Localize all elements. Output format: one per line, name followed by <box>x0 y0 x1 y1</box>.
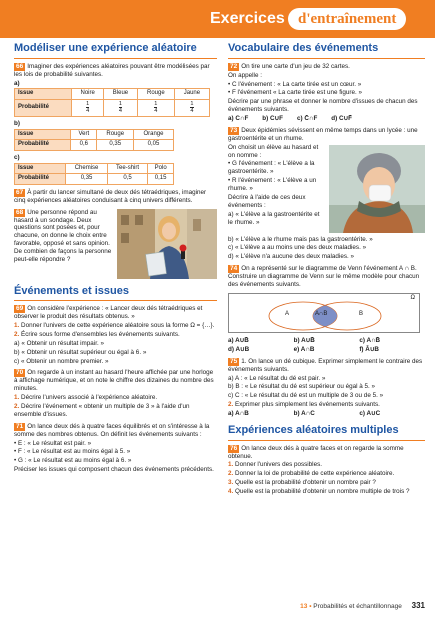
table-cell: 0,35 <box>97 140 134 151</box>
question-number: 3. <box>228 479 234 487</box>
photo-survey-woman <box>117 209 217 282</box>
venn-ab-label: A∩B <box>315 310 328 317</box>
table-cell: 0,35 <box>66 174 107 185</box>
answer-item: b) A∩C <box>293 409 315 417</box>
exercise-text: Imaginer des expériences aléatoires pouvant être modélisées par les lois de probabilité suivantes. <box>14 62 210 78</box>
sub-question: b) « Obtenir un résultat supérieur ou égal à 6. » <box>14 348 147 356</box>
table-cell: Bleue <box>104 89 138 100</box>
question-text: Exprimer plus simplement les événements suivants. <box>235 401 380 409</box>
section-title-experiences-multiples: Expériences aléatoires multiples <box>228 424 425 441</box>
exercise-text: Décrire par une phrase et donner le nombre d'issues de chacun des événements suivants. <box>228 98 418 114</box>
exercise-number: 67 <box>16 188 24 196</box>
table-cell: Rouge <box>97 129 134 140</box>
exercise-68 <box>14 209 217 281</box>
question-text: Donner l'univers des possibles. <box>235 461 322 469</box>
exercise-73 <box>228 127 425 261</box>
table-cell: 0,6 <box>71 140 97 151</box>
question-text: Décrire l'univers associé à l'expérience aléatoire. <box>21 394 158 402</box>
page-footer <box>300 601 425 611</box>
fraction: $\frac{1}{4}$ <box>86 101 90 115</box>
table-cell <box>137 99 174 116</box>
answer-item: a) C∩F <box>228 115 249 123</box>
section-title-evenements: Événements et issues <box>14 285 217 302</box>
table-cell: Noire <box>72 89 104 100</box>
exercise-text: Préciser les issues qui composent chacun des événements précédents. <box>14 466 214 474</box>
exercise-text: On a représenté sur le diagramme de Venn l'événement A ∩ B. Construire un diagramme de Venn sur le même modèle pour chacun des événements suivants. <box>228 265 420 289</box>
exercise-number: 73 <box>230 126 238 134</box>
table-cell: Jaune <box>174 89 209 100</box>
table-b-label: b) <box>14 119 20 127</box>
exercise-text: Deux épidémies sévissent en même temps dans un lycée : une gastroentérite et un rhume. <box>228 126 418 142</box>
right-column <box>228 42 425 500</box>
question-text: Quelle est la probabilité d'obtenir un nombre pair ? <box>235 479 376 487</box>
table-cell <box>104 99 138 116</box>
exercise-74 <box>228 265 425 353</box>
section-title-vocabulaire: Vocabulaire des événements <box>228 42 425 59</box>
exercise-number: 72 <box>230 62 238 70</box>
sub-question: d) « L'élève n'a aucune des deux maladies. » <box>228 253 354 261</box>
exercise-text: À partir du lancer simultané de deux dés tétraédriques, imaginer cinq expériences aléatoires conduisant à cinq univers différents. <box>14 188 207 204</box>
sub-question: c) « L'élève a au moins une des deux maladies. » <box>228 244 367 252</box>
question-number: 2. <box>228 401 234 409</box>
sub-question: a) « L'élève a la gastroentérite et le rhume. » <box>228 210 320 226</box>
footer-chapter-title: Probabilités et échantillonnage <box>313 603 402 610</box>
table-cell: Probabilité <box>15 174 66 185</box>
probability-table-a <box>14 88 210 117</box>
section-title-modeliser: Modéliser une expérience aléatoire <box>14 42 217 59</box>
table-cell <box>72 99 104 116</box>
event-definition: • C l'événement : « La carte tirée est un cœur. » <box>228 80 362 88</box>
table-cell: Polo <box>148 163 174 174</box>
probability-table-b <box>14 129 174 151</box>
fraction: $\frac{1}{4}$ <box>190 101 194 115</box>
exercise-72 <box>228 63 425 123</box>
answer-item: d) A∪B <box>228 345 250 353</box>
exercise-text: On regarde à un instant au hasard l'heure affichée par une horloge à affichage numérique, et on note le chiffre des dizaines du nombre des minutes. <box>14 369 214 393</box>
exercise-text: On choisit un élève au hasard et on nomme : <box>228 143 319 159</box>
exercise-number: 69 <box>16 305 24 313</box>
answer-item: c) A∩B̄ <box>359 336 381 344</box>
table-cell: Rouge <box>137 89 174 100</box>
event-definition: • F l'événement « La carte tirée est une figure. » <box>228 89 362 97</box>
exercise-text: On lance deux dés à quatre faces équilibrés et on s'intéresse à la somme des nombres obtenus. On définit les événements suivants : <box>14 422 210 438</box>
exercise-text: On appelle : <box>228 71 262 79</box>
question-number: 2. <box>14 403 20 411</box>
table-cell: Tee-shirt <box>107 163 148 174</box>
event-definition: • G : « Le résultat est au moins égal à 6. » <box>14 457 132 465</box>
event-definition: • E : « Le résultat est pair. » <box>14 439 92 447</box>
venn-omega-label: Ω <box>410 294 415 301</box>
fraction: $\frac{1}{4}$ <box>118 101 123 115</box>
question-number: 2. <box>14 331 20 339</box>
exercise-text: Décrire à l'aide de ces deux événements : <box>228 193 306 209</box>
photo-sneezing-woman <box>329 145 425 236</box>
question-number: 4. <box>228 487 234 495</box>
exercise-number: 68 <box>16 208 24 216</box>
exercise-text: 1. On lance un dé cubique. Exprimer simplement le contraire des événements suivants. <box>228 357 423 373</box>
page-header <box>0 0 435 38</box>
venn-a-label: A <box>285 310 290 317</box>
header-title: Exercices <box>210 10 285 27</box>
exercise-number: 76 <box>230 444 238 452</box>
sub-question: c) « Obtenir un nombre premier. » <box>14 357 109 365</box>
table-cell: 0,15 <box>148 174 174 185</box>
question-text: Quelle est la probabilité d'obtenir un nombre multiple de trois ? <box>235 487 410 495</box>
exercise-number: 66 <box>16 62 24 70</box>
sub-question: b) « L'élève a le rhume mais pas la gastroentérite. » <box>228 235 373 243</box>
page-number: 331 <box>411 601 425 610</box>
header-pill: d'entraînement <box>288 8 406 30</box>
table-a-label: a) <box>14 79 20 87</box>
exercise-number: 70 <box>16 369 24 377</box>
exercise-number: 74 <box>230 265 238 273</box>
venn-diagram <box>228 293 420 333</box>
table-cell: 0,05 <box>133 140 173 151</box>
table-cell: Probabilité <box>15 99 72 116</box>
exercise-71 <box>14 423 217 474</box>
event-definition: • G l'événement : « L'élève a la gastroentérite. » <box>228 160 315 176</box>
answer-row <box>228 115 425 123</box>
exercise-text: On tire une carte d'un jeu de 32 cartes. <box>241 62 350 70</box>
question-text: Décrire l'événement « obtenir un multiple de 3 » à l'aide d'un ensemble d'issues. <box>14 403 190 418</box>
table-c-label: c) <box>14 153 20 161</box>
exercise-75 <box>228 358 425 418</box>
table-cell: Probabilité <box>15 140 71 151</box>
question-number: 1. <box>14 322 20 330</box>
answer-item: a) A∩B <box>228 409 249 417</box>
fraction: $\frac{1}{4}$ <box>154 101 158 115</box>
venn-b-label: B <box>359 310 364 317</box>
table-cell <box>174 99 209 116</box>
answer-item: e) A∩B <box>293 345 315 353</box>
table-cell: Issue <box>15 129 71 140</box>
answer-item: c) A∪C <box>359 409 381 417</box>
exercise-70 <box>14 369 217 418</box>
question-number: 2. <box>228 470 234 478</box>
answer-grid <box>228 337 425 354</box>
answer-item: d) C∪F̄ <box>331 115 352 123</box>
probability-table-c <box>14 163 174 185</box>
exercise-69 <box>14 305 217 365</box>
exercise-text: Une personne répond au hasard à un sondage. Deux questions sont posées et, pour chacune, on donne le choix entre favorable, opposé et sans opinion. De combien de façons la personne peut-elle répondre ? <box>14 208 112 263</box>
table-cell: Chemise <box>66 163 107 174</box>
exercise-67 <box>14 189 217 205</box>
table-cell: Orange <box>133 129 173 140</box>
question-number: 1. <box>228 461 234 469</box>
question-text: Écrire sous forme d'ensembles les événements suivants. <box>21 331 180 339</box>
left-column <box>14 42 217 478</box>
table-cell: Issue <box>15 89 72 100</box>
sub-question: c) C : « Le résultat du dé est un multiple de 3 ou de 5. » <box>228 392 384 400</box>
event-definition: • R l'événement : « L'élève a un rhume. » <box>228 177 317 193</box>
question-text: Donner l'univers de cette expérience aléatoire sous la forme Ω = {…}. <box>21 322 215 330</box>
question-number: 1. <box>14 394 20 402</box>
exercise-66 <box>14 63 217 185</box>
event-definition: • F : « Le résultat est au moins égal à 5. » <box>14 448 131 456</box>
table-cell: 0,5 <box>107 174 148 185</box>
exercise-number: 71 <box>16 422 24 430</box>
answer-item: a) A∪B̄ <box>228 336 249 344</box>
question-text: Donner la loi de probabilité de cette expérience aléatoire. <box>235 470 395 478</box>
exercise-number: 75 <box>230 357 238 365</box>
exercise-text: On considère l'expérience : « Lancer deux dés tétraédriques et observer le produit des résultats obtenus. » <box>14 305 203 321</box>
answer-item: f) Ā∪B <box>359 345 379 353</box>
exercise-text: On lance deux dés à quatre faces et on regarde la somme obtenue. <box>228 444 404 460</box>
exercise-76 <box>228 445 425 496</box>
table-cell: Issue <box>15 163 66 174</box>
answer-item: b) A∪B̄ <box>293 336 315 344</box>
footer-chapter: 13 • <box>300 603 312 610</box>
table-cell: Vert <box>71 129 97 140</box>
sub-question: a) « Obtenir un résultat impair. » <box>14 339 104 347</box>
sub-question: a) A : « Le résultat du dé est pair. » <box>228 374 326 382</box>
answer-item: c) C̄∩F <box>297 115 318 123</box>
answer-item: b) C∪F <box>262 115 283 123</box>
sub-question: b) B : « Le résultat du dé est supérieur ou égal à 5. » <box>228 383 376 391</box>
answer-grid <box>228 410 425 418</box>
